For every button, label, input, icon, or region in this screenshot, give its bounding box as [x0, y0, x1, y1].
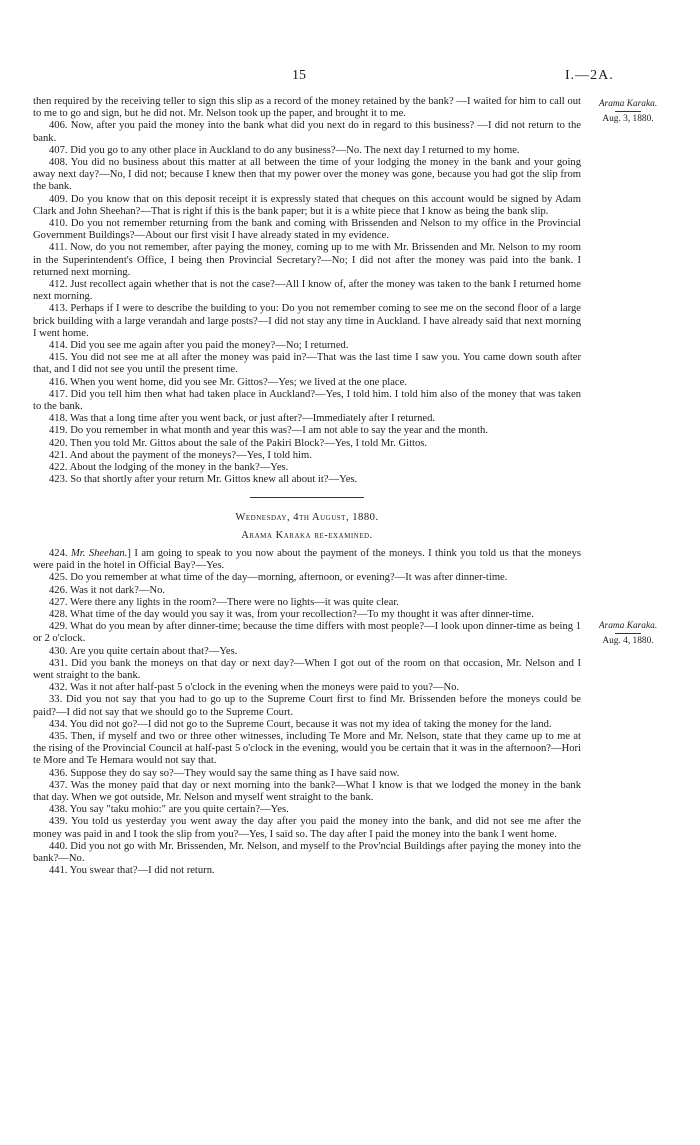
paragraph: 423. So that shortly after your return Mr. Gittos knew all about it?—Yes.	[49, 474, 358, 486]
document-body	[33, 96, 581, 877]
question-number: 424.	[49, 547, 68, 559]
margin-note-date: Aug. 3, 1880.	[602, 114, 654, 124]
paragraph: 435. Then, if myself and two or three other witnesses, including Te More and Mr. Nelson, state that they came up to me at the rising of the Provincial Council at half-past 5 o'clock in the evening, would you be certain that it was in the afternoon?—Hori te More and Te Hemara would not say that.	[33, 730, 581, 767]
paragraph: 425. Do you remember at what time of the day—morning, afternoon, or evening?—It was after dinner-time.	[49, 572, 508, 584]
paragraph: 426. Was it not dark?—No.	[49, 584, 166, 596]
paragraph: 428. What time of the day would you say it was, from your recollection?—To my thought it was after dinner-time.	[49, 608, 534, 620]
margin-note-rule	[615, 633, 641, 634]
speaker-name: Mr. Sheehan.	[70, 547, 128, 559]
paragraph: 419. Do you remember in what month and year this was?—I am not able to say the year and the month.	[49, 425, 488, 437]
paragraph: 408. You did no business about this matter at all between the time of your lodging the money in the bank and your going away next day?—No, I did not; because I knew then that my power over the money was gone, because you had got the slip from the bank.	[33, 157, 581, 193]
paragraph: 406. Now, after you paid the money into the bank what did you next do in regard to this business? —I did not return to the bank.	[33, 120, 581, 144]
margin-note-1	[588, 99, 668, 124]
paragraph: 417. Did you tell him then what had taken place in Auckland?—Yes, I told him. I told him also of the money that was taken to the bank.	[33, 388, 581, 413]
paragraph: 441. You swear that?—I did not return.	[49, 865, 215, 877]
paragraph: 438. You say "taku mohio:" are you quite certain?—Yes.	[49, 804, 289, 816]
witness-heading: Arama Karaka re-examined.	[241, 529, 373, 541]
paragraph: then required by the receiving teller to sign this slip as a record of the money retained by the bank? —I waited for him to call out to me to go and sign, but he did not. Mr. Nelson took up the paper, and brought it to me.	[33, 96, 581, 120]
paragraph: 412. Just recollect again whether that is not the case?—All I know of, after the money was taken to the bank I returned home next morning.	[33, 279, 581, 303]
paragraph: 420. Then you told Mr. Gittos about the sale of the Pakiri Block?—Yes, I told Mr. Gittos.	[49, 437, 428, 449]
paragraph: 415. You did not see me at all after the money was paid in?—That was the last time I saw you. You came down south after that, and I did not see you until the present time.	[33, 352, 581, 376]
paragraph: 437. Was the money paid that day or next morning into the bank?—What I know is that we lodged the money in the bank that day. When we got outside, Mr. Nelson and myself went straight to the bank.	[33, 779, 581, 803]
margin-note-date: Aug. 4, 1880.	[602, 636, 654, 646]
date-heading: Wednesday, 4th August, 1880.	[235, 511, 379, 523]
paragraph: 422. About the lodging of the money in the bank?—Yes.	[49, 462, 289, 474]
paragraph: 427. Were there any lights in the room?—There were no lights—it was quite clear.	[49, 596, 399, 608]
paragraph: 416. When you went home, did you see Mr. Gittos?—Yes; we lived at the one place.	[49, 376, 407, 388]
paragraph: 432. Was it not after half-past 5 o'clock in the evening when the moneys were paid to you?—No.	[49, 682, 460, 694]
section-aug-4	[33, 512, 581, 878]
paragraph: 429. What do you mean by after dinner-time; because the time differs with most people?—I look upon dinner-time as being 1 or 2 o'clock.	[33, 621, 581, 645]
margin-note-witness: Arama Karaka.	[598, 99, 658, 109]
document-reference: I.—2A.	[565, 68, 614, 83]
margin-note-witness: Arama Karaka.	[598, 621, 658, 631]
margin-note-rule	[615, 111, 641, 112]
paragraph: 410. Do you not remember returning from the bank and coming with Brissenden and Nelson to my office in the Provincial Government Buildings?—About our first visit I have already stated in my evidence.	[33, 218, 581, 242]
paragraph: 434. You did not go?—I did not go to the Supreme Court, because it was not my idea of taking the money for the land.	[49, 718, 552, 730]
paragraph: 431. Did you bank the moneys on that day or next day?—When I got out of the room on that occasion, Mr. Nelson and I went straight to the bank.	[33, 657, 581, 681]
paragraph: 411. Now, do you not remember, after paying the money, coming up to me with Mr. Brissenden and Mr. Nelson to my room in the Superintendent's Office, I being then Provincial Secretary?—No; I did not after the money was paid into the bank. I returned next morning.	[33, 242, 581, 278]
paragraph: 440. Did you not go with Mr. Brissenden, Mr. Nelson, and myself to the Prov'ncial Buildings after paying the money into the bank?—No.	[33, 840, 581, 864]
paragraph: 409. Do you know that on this deposit receipt it is expressly stated that cheques on this account would be signed by Adam Clark and John Sheehan?—That is right if this is the bank paper; but it is a white piece that I know as being the bank slip.	[33, 193, 581, 217]
paragraph: 436. Suppose they do say so?—They would say the same thing as I have said now.	[49, 767, 400, 779]
section-divider	[250, 497, 364, 498]
paragraph: 407. Did you go to any other place in Auckland to do any business?—No. The next day I returned to my home.	[49, 144, 520, 156]
page-number: 15	[292, 68, 306, 83]
paragraph-text: ] I am going to speak to you now about the payment of the moneys. I think you told us that the moneys were paid in the hotel in Official Bay?—Yes.	[33, 547, 581, 572]
paragraph	[33, 548, 581, 572]
section-aug-3	[33, 96, 581, 487]
paragraph: 430. Are you quite certain about that?—Yes.	[49, 645, 238, 657]
paragraph: 413. Perhaps if I were to describe the building to you: Do you not remember coming to see me on the second floor of a large brick building with a large verandah and large posts?—I did not stay any time in Auckland. I have already said that next morning I went home.	[33, 303, 581, 339]
paragraph: 33. Did you not say that you had to go up to the Supreme Court first to find Mr. Brissenden before the moneys could be paid?—I did not say that we should go to the Supreme Court.	[33, 694, 581, 718]
paragraph: 418. Was that a long time after you went back, or just after?—Immediately after I returned.	[49, 413, 436, 425]
paragraph: 439. You told us yesterday you went away the day after you paid the money into the bank, and did not see me after the money was paid in and I took the slip from you?—Yes, I said so. The day after I paid the money into the bank I went home.	[33, 816, 581, 840]
paragraph: 414. Did you see me again after you paid the money?—No; I returned.	[49, 340, 349, 352]
margin-note-2	[588, 621, 668, 646]
paragraph: 421. And about the payment of the moneys?—Yes, I told him.	[49, 449, 312, 461]
